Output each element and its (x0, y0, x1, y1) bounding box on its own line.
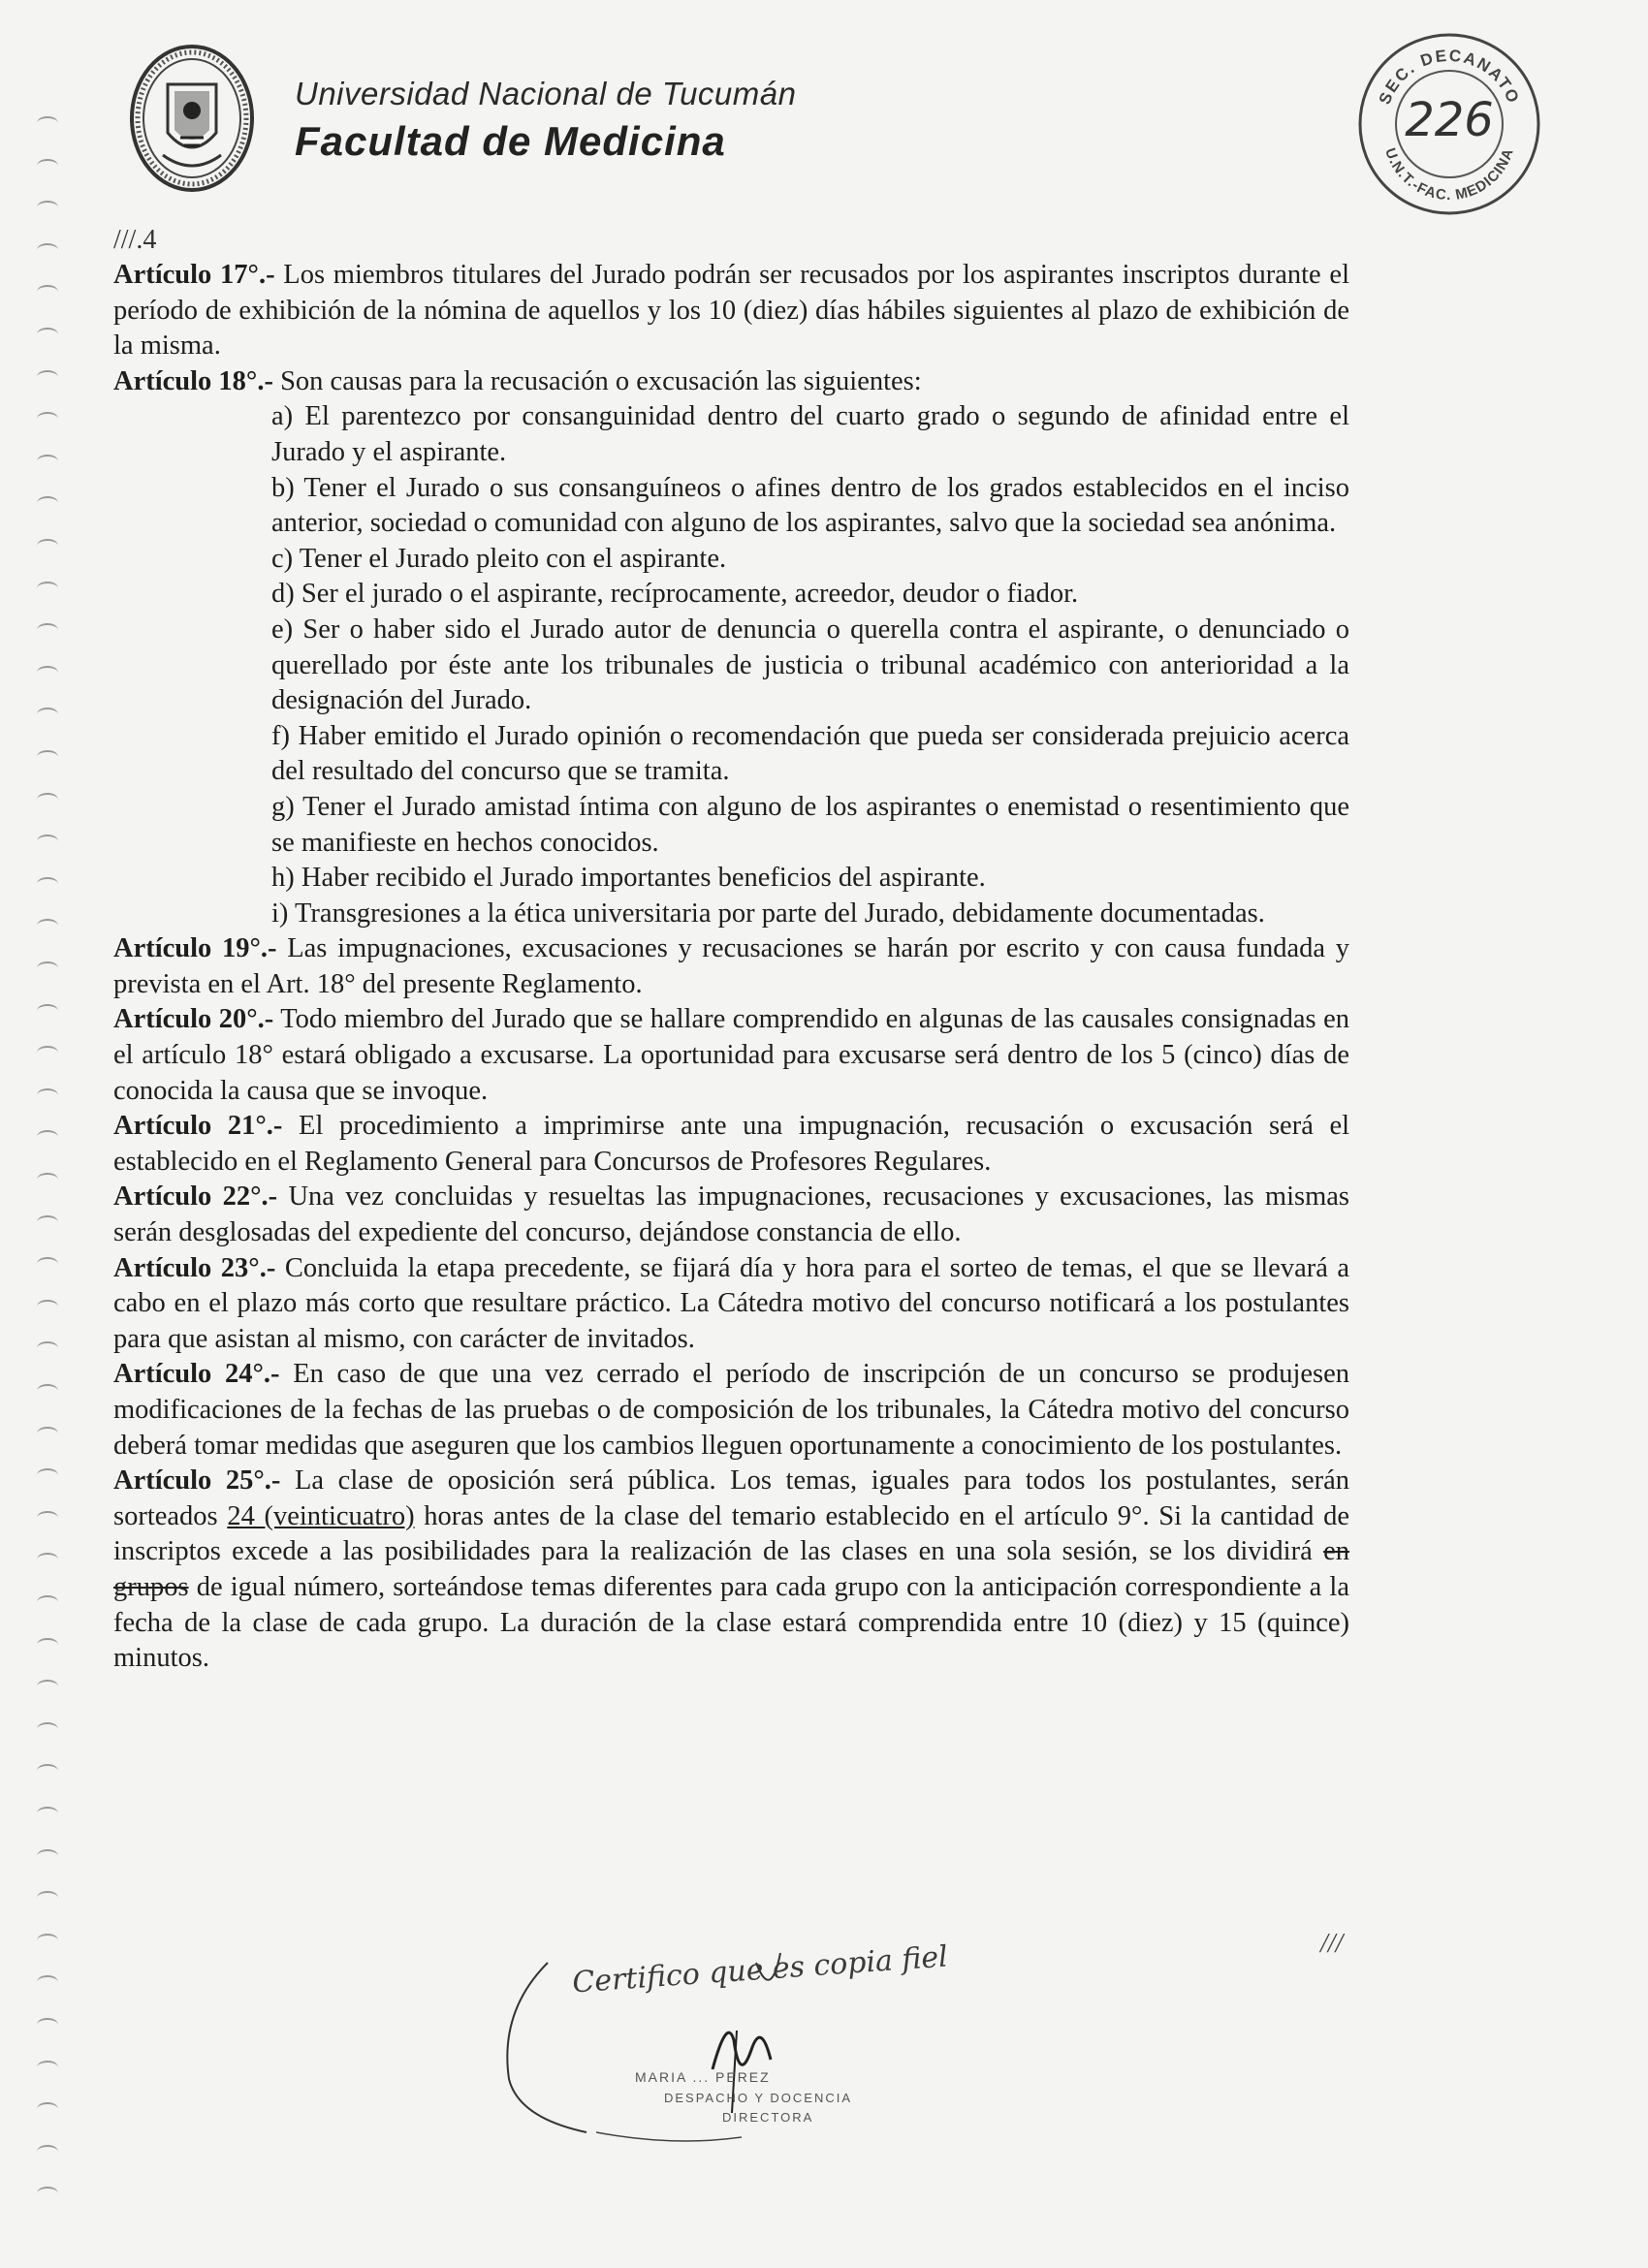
article-text: Son causas para la recusación o excusación las siguientes: (280, 365, 922, 396)
binder-hole-icon (37, 2145, 58, 2158)
binder-hole-icon (37, 285, 58, 299)
article-text: En caso de que una vez cerrado el período de inscripción de un concurso se produjesen modificaciones de la fechas de las pruebas o de composición de los tribunales, la Cátedra motivo del concurso deberá tomar medidas que aseguren que los cambios lleguen oportunamente a conocimiento de los postulantes. (113, 1359, 1350, 1461)
binder-hole-icon (37, 666, 58, 679)
article-text: Las impugnaciones, excusaciones y recusaciones se harán por escrito y con causa fundada y prevista en el Art. 18° del presente Reglamento. (113, 933, 1350, 999)
binder-hole-icon (37, 2187, 58, 2200)
list-item: c) Tener el Jurado pleito con el aspirante. (271, 543, 727, 574)
article-text: Una vez concluidas y resueltas las impugnaciones, recusaciones y excusaciones, las mismas serán desglosadas del expediente del concurso, dejándose constancia de ello. (113, 1181, 1349, 1248)
underlined-text: 24 (veinticuatro) (227, 1500, 415, 1531)
stamp-bottom-text: U.N.T.-FAC. MEDICINA (1381, 145, 1517, 205)
article-18 (113, 364, 1349, 400)
binder-hole-icon (37, 1680, 58, 1693)
continuation-mark: /// (1320, 1929, 1344, 1959)
binder-hole-icon (37, 2102, 58, 2116)
letterhead (124, 41, 803, 196)
article-label: Artículo 21°.- (113, 1111, 283, 1142)
binder-hole-icon (37, 1595, 58, 1609)
binder-hole-icon (37, 1511, 58, 1525)
binder-hole-icon (37, 1807, 58, 1820)
list-item: i) Transgresiones a la ética universitaria por parte del Jurado, debidamente documentadas. (271, 898, 1265, 929)
article-label: Artículo 17°.- (113, 260, 275, 290)
binder-hole-icon (37, 539, 58, 552)
binder-hole-icon (37, 1130, 58, 1144)
binder-hole-icon (37, 328, 58, 341)
binder-hole-icon (37, 1088, 58, 1102)
page-marker: ///.4 (113, 225, 157, 255)
binder-hole-icon (37, 919, 58, 932)
stamp-top-text: SEC. DECANATO (1375, 46, 1524, 108)
binder-hole-icon (37, 412, 58, 425)
list-item: d) Ser el jurado o el aspirante, recíprocamente, acreedor, deudor o fiador. (271, 579, 1079, 610)
binder-hole-icon (37, 243, 58, 257)
article-25 (113, 1464, 1349, 1677)
article-19 (113, 931, 1349, 1002)
university-seal-icon (124, 41, 260, 196)
article-text: Los miembros titulares del Jurado podrán ser recusados por los aspirantes inscriptos durante el período de exhibición de la nómina de aquellos y los 10 (diez) días hábiles siguientes al plazo de exhibición de la misma. (113, 260, 1349, 362)
binder-hole-icon (37, 1384, 58, 1398)
faculty-name: Facultad de Medicina (295, 118, 726, 164)
binder-hole-icon (37, 708, 58, 721)
binder-hole-icon (37, 1553, 58, 1566)
binder-hole-icon (37, 1004, 58, 1018)
list-item: b) Tener el Jurado o sus consanguíneos o afines dentro de los grados establecidos en el inciso anterior, sociedad o comunidad con alguno de los aspirantes, salvo que la sociedad sea anónima. (271, 472, 1349, 539)
article-label: Artículo 20°.- (113, 1004, 274, 1035)
list-item: g) Tener el Jurado amistad íntima con alguno de los aspirantes o enemistad o resentimiento que se manifieste en hechos conocidos. (271, 791, 1349, 858)
binder-hole-icon (37, 623, 58, 637)
article-24 (113, 1357, 1349, 1464)
certification-signature (480, 1924, 984, 2166)
binder-hole-icon (37, 1046, 58, 1059)
article-text: de igual número, sorteándose temas diferentes para cada grupo con la anticipación correspondiente a la fecha de la clase de cada grupo. La duración de la clase estará comprendida entre 10 (diez) y 15 (quince) minutos. (113, 1571, 1349, 1674)
binder-hole-icon (37, 2061, 58, 2074)
list-item: h) Haber recibido el Jurado importantes beneficios del aspirante. (271, 863, 986, 894)
article-17 (113, 258, 1349, 364)
binder-holes (37, 116, 66, 2229)
university-name: Universidad Nacional de Tucumán (295, 76, 797, 111)
article-label: Artículo 25°.- (113, 1465, 281, 1496)
binder-hole-icon (37, 1468, 58, 1482)
binder-hole-icon (37, 1215, 58, 1229)
binder-hole-icon (37, 1934, 58, 1947)
binder-hole-icon (37, 961, 58, 975)
svg-text:U.N.T.-FAC. MEDICINA (1381, 146, 1517, 205)
binder-hole-icon (37, 1764, 58, 1778)
article-label: Artículo 22°.- (113, 1181, 278, 1213)
article-label: Artículo 23°.- (113, 1252, 276, 1283)
struck-text: en grupos (113, 1536, 1349, 1602)
binder-hole-icon (37, 159, 58, 173)
signer-name: MARIA ... PEREZ (635, 2069, 771, 2085)
article-22 (113, 1180, 1349, 1250)
article-text: Concluida la etapa precedente, se fijará día y hora para el sorteo de temas, el que se llevará a cabo en el plazo más corto que resultare práctico. La Cátedra motivo del concurso notificará a los postulantes para que asistan al mismo, con carácter de invitados. (113, 1252, 1350, 1354)
binder-hole-icon (37, 835, 58, 848)
binder-hole-icon (37, 1300, 58, 1313)
article-text: horas antes de la clase del temario establecido en el artículo 9°. Si la cantidad de inscriptos excede a las posibilidades para la realización de las clases en una sola sesión, se los dividirá (113, 1500, 1349, 1567)
document-body (113, 223, 1349, 1677)
binder-hole-icon (37, 1341, 58, 1355)
stamp-number: 226 (1405, 93, 1494, 147)
article-text: La clase de oposición será pública. Los temas, iguales para todos los postulantes, serán sorteados (113, 1465, 1349, 1531)
binder-hole-icon (37, 1427, 58, 1440)
binder-hole-icon (37, 1849, 58, 1863)
binder-hole-icon (37, 201, 58, 214)
binder-hole-icon (37, 877, 58, 891)
binder-hole-icon (37, 496, 58, 510)
list-item: a) El parentezco por consanguinidad dentro del cuarto grado o segundo de afinidad entre el Jurado y el aspirante. (271, 401, 1349, 467)
article-text: El procedimiento a imprimirse ante una impugnación, recusación o excusación será el establecido en el Reglamento General para Concursos de Profesores Regulares. (113, 1111, 1350, 1177)
binder-hole-icon (37, 1173, 58, 1186)
binder-hole-icon (37, 1257, 58, 1271)
binder-hole-icon (37, 793, 58, 806)
signer-department: DESPACHO Y DOCENCIA (664, 2091, 853, 2105)
binder-hole-icon (37, 1975, 58, 1989)
article-label: Artículo 19°.- (113, 933, 277, 964)
certification-text: Certifico que es copia fiel (571, 1939, 949, 2000)
list-item: f) Haber emitido el Jurado opinión o recomendación que pueda ser considerada prejuicio acerca del resultado del concurso que se tramita. (271, 720, 1349, 787)
article-label: Artículo 18°.- (113, 365, 273, 396)
binder-hole-icon (37, 2018, 58, 2032)
binder-hole-icon (37, 370, 58, 384)
binder-hole-icon (37, 455, 58, 468)
binder-hole-icon (37, 116, 58, 130)
binder-hole-icon (37, 1638, 58, 1652)
list-item: e) Ser o haber sido el Jurado autor de denuncia o querella contra el aspirante, o denunciado o querellado por éste ante los tribunales de justicia o tribunal académico con anterioridad a la designación del Jurado. (271, 614, 1349, 716)
binder-hole-icon (37, 750, 58, 764)
binder-hole-icon (37, 1722, 58, 1736)
article-21 (113, 1109, 1349, 1180)
signer-role: DIRECTORA (722, 2110, 814, 2125)
article-text: Todo miembro del Jurado que se hallare comprendido en algunas de las causales consignadas en el artículo 18° estará obligado a excusarse. La oportunidad para excusarse será dentro de los 5 (cinco) días de conocida la causa que se invoque. (113, 1004, 1349, 1106)
binder-hole-icon (37, 582, 58, 595)
article-20 (113, 1002, 1349, 1109)
office-stamp (1352, 27, 1546, 221)
article-label: Artículo 24°.- (113, 1359, 280, 1390)
article-23 (113, 1251, 1349, 1358)
binder-hole-icon (37, 1891, 58, 1905)
